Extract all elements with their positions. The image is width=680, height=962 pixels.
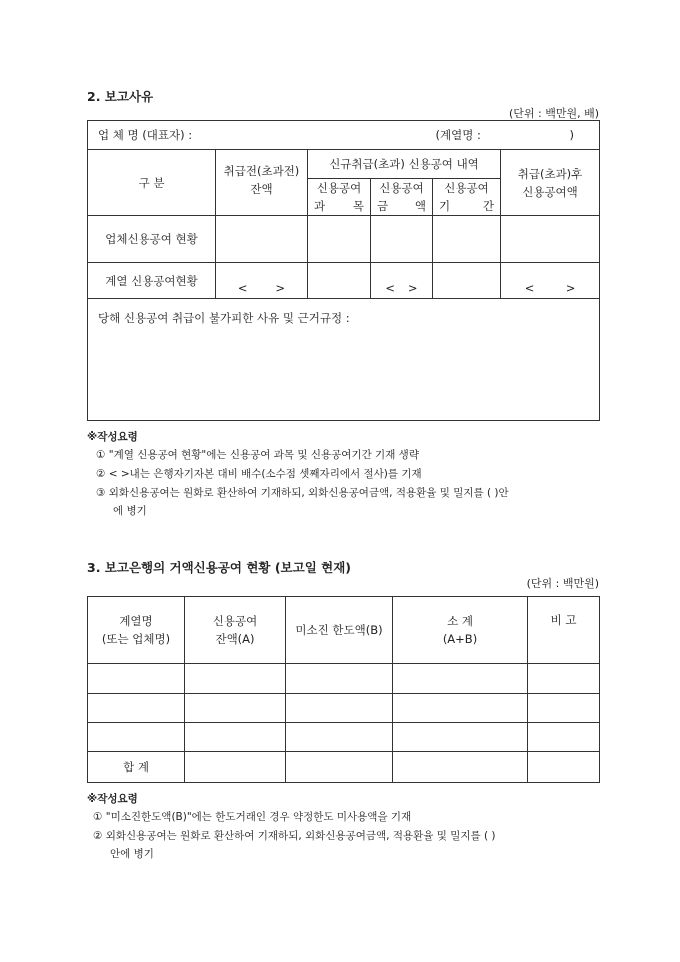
table-row	[88, 694, 600, 723]
cell[interactable]	[88, 694, 185, 723]
reason-cell[interactable]	[88, 299, 600, 421]
sub2-a: 금	[377, 199, 389, 213]
header-group-line2: (또는 업체명)	[101, 632, 171, 646]
sub2-b: 액	[414, 199, 426, 213]
cell[interactable]	[286, 694, 393, 723]
cell[interactable]	[528, 694, 600, 723]
header-after-line1: 취급(초과)후	[517, 166, 583, 181]
header-group-line1: 계열명	[119, 614, 153, 628]
cell[interactable]	[185, 723, 286, 752]
cell[interactable]	[393, 664, 528, 694]
total-row	[88, 752, 600, 783]
sub3-a: 기	[439, 199, 451, 213]
cell[interactable]	[286, 664, 393, 694]
cell[interactable]	[308, 216, 371, 263]
sub3-top: 신용공여	[444, 181, 489, 195]
header-sub-period	[433, 179, 501, 216]
cell[interactable]	[528, 752, 600, 783]
section2-unit: (단위 : 백만원, 배)	[508, 107, 599, 120]
header-balance-line1: 신용공여	[212, 614, 258, 628]
bracket-close: >	[275, 280, 286, 295]
report-reason-table	[87, 120, 600, 421]
table-row	[88, 216, 600, 263]
cell[interactable]	[528, 664, 600, 694]
sub3-b: 간	[482, 199, 494, 213]
sub1-a: 과	[314, 199, 326, 213]
cell[interactable]	[393, 752, 528, 783]
group-close: )	[569, 128, 574, 142]
section3-title: 3. 보고은행의 거액신용공여 현황 (보고일 현재)	[87, 560, 351, 575]
note-item: ① "계열 신용공여 현황"에는 신용공여 과목 및 신용공여기간 기재 생략	[96, 449, 419, 461]
note-item: ③ 외화신용공여는 원화로 환산하여 기재하되, 외화신용공여금액, 적용환율 및 밀지를 ( )안	[96, 487, 509, 499]
cell[interactable]	[185, 664, 286, 694]
note-item: 에 병기	[113, 505, 147, 517]
header-subtotal	[393, 597, 528, 664]
sub1-top: 신용공여	[316, 181, 362, 195]
table-row	[88, 263, 600, 299]
header-sub-type	[308, 179, 371, 216]
cell[interactable]	[393, 723, 528, 752]
row-label: 계열 신용공여현황	[88, 263, 216, 299]
cell[interactable]	[501, 216, 600, 263]
note-item: ② 외화신용공여는 원화로 환산하여 기재하되, 외화신용공여금액, 적용환율 및 밀지를 ( )	[93, 830, 496, 842]
sub2-top: 신용공여	[379, 181, 424, 195]
header-before-line2: 잔액	[250, 182, 273, 196]
header-new-group: 신규취급(초과) 신용공여 내역	[308, 150, 501, 179]
cell[interactable]	[286, 752, 393, 783]
cell[interactable]	[393, 694, 528, 723]
cell[interactable]	[88, 723, 185, 752]
notes2-title: ※작성요령	[87, 431, 138, 443]
cell[interactable]	[308, 263, 371, 299]
section2-title: 2. 보고사유	[87, 89, 154, 104]
cell[interactable]	[433, 263, 501, 299]
cell[interactable]	[185, 694, 286, 723]
header-before	[216, 150, 308, 216]
cell[interactable]	[433, 216, 501, 263]
cell[interactable]	[88, 664, 185, 694]
header-group	[88, 597, 185, 664]
cell[interactable]	[501, 263, 600, 299]
cell[interactable]	[216, 263, 308, 299]
bracket-open: <	[385, 280, 396, 295]
credit-status-table	[87, 596, 600, 783]
bracket-open: <	[524, 280, 535, 295]
cell[interactable]	[286, 723, 393, 752]
bracket-open: <	[237, 280, 248, 295]
company-label: 업 체 명 (대표자) :	[98, 128, 193, 142]
header-unused: 미소진 한도액(B)	[286, 597, 393, 664]
note-item: ② < >내는 은행자기자본 대비 배수(소수점 셋째자리에서 절사)를 기재	[96, 468, 422, 480]
cell[interactable]	[185, 752, 286, 783]
header-before-line1: 취급전(초과전)	[223, 164, 300, 178]
company-row	[88, 121, 600, 150]
row-label: 업체신용공여 현황	[88, 216, 216, 263]
cell[interactable]	[371, 216, 433, 263]
header-subtotal-line2: (A+B)	[442, 632, 478, 646]
table-row	[88, 664, 600, 694]
note-item: 안에 병기	[110, 848, 154, 860]
header-sub-amount	[371, 179, 433, 216]
header-balance	[185, 597, 286, 664]
notes3-title: ※작성요령	[87, 793, 138, 805]
header-subtotal-line1: 소 계	[447, 614, 473, 628]
bracket-close: >	[565, 280, 576, 295]
section3-unit: (단위 : 백만원)	[526, 577, 599, 590]
bracket-close: >	[407, 280, 418, 295]
header-after	[501, 150, 600, 216]
header-balance-line2: 잔액(A)	[215, 632, 255, 646]
table-row	[88, 723, 600, 752]
sub1-b: 목	[352, 199, 364, 213]
total-label: 합 계	[88, 752, 185, 783]
cell[interactable]	[371, 263, 433, 299]
note-item: ① "미소진한도액(B)"에는 한도거래인 경우 약정한도 미사용액을 기재	[93, 811, 412, 823]
header-category: 구 분	[88, 150, 216, 216]
cell[interactable]	[216, 216, 308, 263]
header-remarks: 비 고	[528, 597, 600, 664]
cell[interactable]	[528, 723, 600, 752]
header-after-line2: 신용공여액	[522, 184, 578, 199]
reason-label: 당해 신용공여 취급이 불가피한 사유 및 근거규정 :	[98, 311, 350, 325]
group-label: (계열명 :	[435, 128, 481, 142]
